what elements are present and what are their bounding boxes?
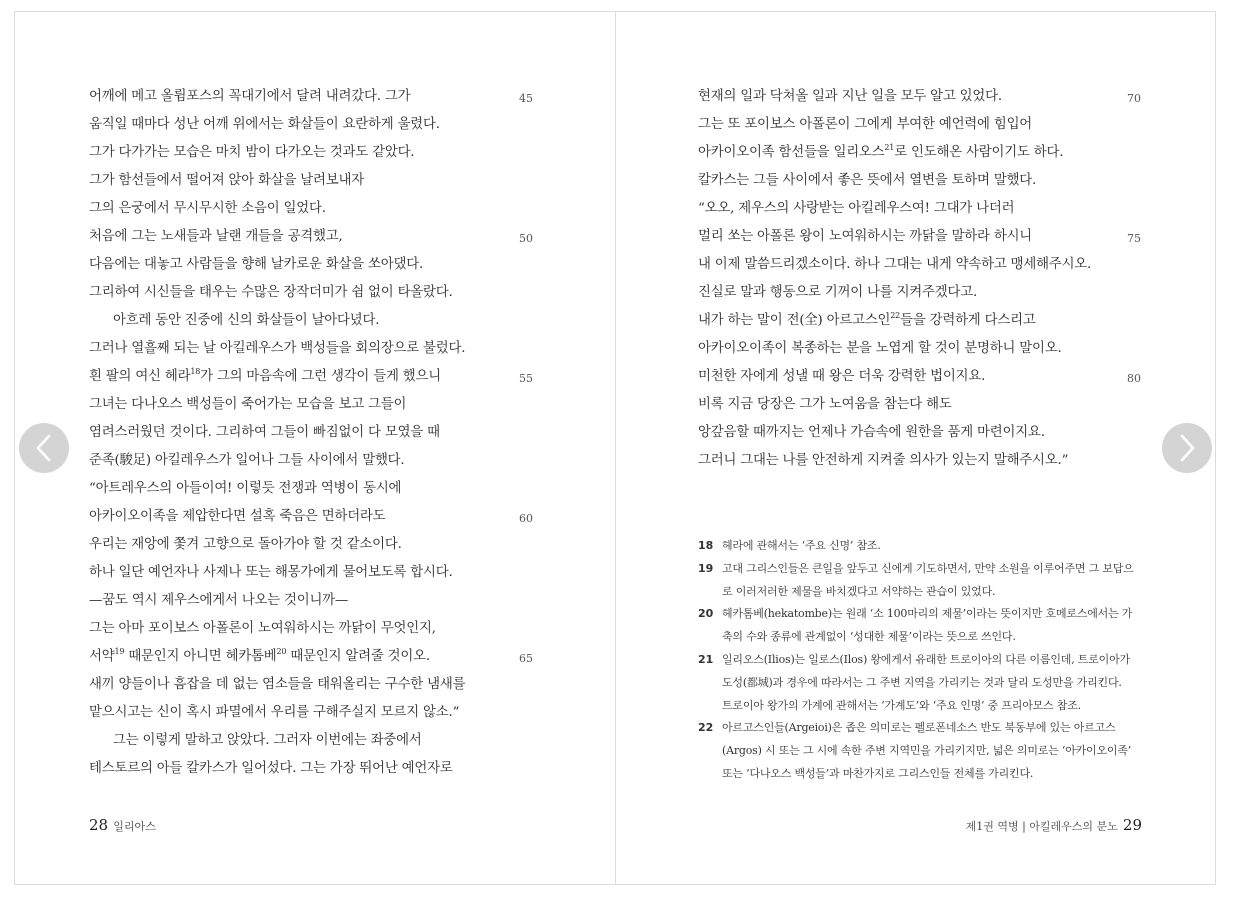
right-folio bbox=[966, 815, 1142, 837]
left-folio bbox=[89, 815, 156, 837]
footnote-text: 트로이아 왕가의 가계에 관해서는 ‘가계도’와 ‘주요 인명’ 중 프리아모스 참조. bbox=[722, 698, 1081, 712]
verse-line: 현재의 일과 닥쳐올 일과 지난 일을 모두 알고 있었다. bbox=[698, 89, 1002, 104]
verse-line: 염려스러웠던 것이다. 그리하여 그들이 빠짐없이 다 모였을 때 bbox=[89, 425, 440, 440]
verse-line: 멀리 쏘는 아폴론 왕이 노여워하시는 까닭을 말하라 하시니 bbox=[698, 229, 1033, 244]
footnote-text: 축의 수와 종류에 관계없이 ‘성대한 제물’이라는 뜻으로 쓰인다. bbox=[722, 630, 1016, 644]
footnote-text: 헤라에 관해서는 ‘주요 신명’ 참조. bbox=[722, 539, 881, 552]
verse-line: 어깨에 메고 올륌포스의 꼭대기에서 달려 내려갔다. 그가 bbox=[89, 89, 411, 104]
verse-line: 준족(駿足) 아킬레우스가 일어나 그들 사이에서 말했다. bbox=[89, 453, 405, 468]
verse-line: 흰 팔의 여신 헤라$^{18}$가 그의 마음속에 그런 생각이 들게 했으니 bbox=[89, 367, 441, 384]
verse-line: 그녀는 다나오스 백성들이 죽어가는 모습을 보고 그들이 bbox=[89, 397, 407, 412]
footnote-number: 20 bbox=[698, 607, 714, 621]
footnote-number: 18 bbox=[698, 539, 714, 552]
verse-line: 비록 지금 당장은 그가 노여움을 참는다 해도 bbox=[698, 397, 952, 412]
verse-line: “아트레우스의 아들이여! 이렇듯 전쟁과 역병이 동시에 bbox=[89, 481, 402, 496]
right-page-number: 29 bbox=[1122, 816, 1142, 834]
footnote-text: 도성(都城)과 경우에 따라서는 그 주변 지역을 가리키는 것과 달리 도성만을 가리킨다. bbox=[722, 675, 1122, 689]
verse-line: 다음에는 대놓고 사람들을 향해 날카로운 화살을 쏘아댔다. bbox=[89, 257, 424, 272]
line-number: 50 bbox=[519, 232, 533, 245]
line-number: 80 bbox=[1127, 372, 1141, 385]
verse-line: 아카이오이족을 제압한다면 설혹 죽음은 면하더라도 bbox=[89, 509, 386, 524]
next-page-button[interactable] bbox=[1162, 423, 1212, 473]
verse-line: 그가 다가가는 모습은 마치 밤이 다가오는 것과도 같았다. bbox=[89, 145, 415, 160]
verse-line: 하나 일단 예언자나 사제나 또는 해몽가에게 물어보도록 합시다. bbox=[89, 565, 453, 580]
footnote-text: 또는 ‘다나오스 백성들’과 마찬가지로 그리스인들 전체를 가리킨다. bbox=[722, 767, 1034, 780]
chevron-left-icon bbox=[33, 434, 55, 462]
line-number: 45 bbox=[519, 92, 533, 105]
verse-line: 움직일 때마다 성난 어깨 위에서는 화살들이 요란하게 울렸다. bbox=[89, 117, 440, 132]
verse-line: 그러나 열흘째 되는 날 아킬레우스가 백성들을 회의장으로 불렀다. bbox=[89, 341, 466, 356]
verse-line: 내가 하는 말이 전(全) 아르고스인$^{22}$들을 강력하게 다스리고 bbox=[698, 311, 1036, 328]
left-page-number: 28 bbox=[89, 816, 109, 834]
footnote-number: 22 bbox=[698, 721, 714, 735]
right-running-head: 제1권 역병 | 아킬레우스의 분노 bbox=[965, 820, 1118, 833]
verse-line: 처음에 그는 노새들과 날랜 개들을 공격했고, bbox=[89, 229, 343, 244]
footnote-text: 로 이러저러한 제물을 바치겠다고 서약하는 관습이 있었다. bbox=[722, 584, 996, 598]
footnote-number: 19 bbox=[698, 561, 714, 575]
verse-line: 내 이제 말씀드리겠소이다. 하나 그대는 내게 약속하고 맹세해주시오. bbox=[698, 257, 1092, 272]
chevron-right-icon bbox=[1176, 434, 1198, 462]
verse-line: 미천한 자에게 성낼 때 왕은 더욱 강력한 법이지요. bbox=[698, 369, 986, 384]
line-number: 60 bbox=[519, 512, 533, 525]
footnote-number: 21 bbox=[698, 653, 714, 666]
footnote-text: 아르고스인들(Argeioi)은 좁은 의미로는 펠로폰네소스 반도 북동부에 있는 아르고스 bbox=[722, 721, 1116, 735]
verse-line: 그는 이렇게 말하고 앉았다. 그러자 이번에는 좌중에서 bbox=[113, 733, 422, 748]
verse-line: 칼카스는 그들 사이에서 좋은 뜻에서 열변을 토하며 말했다. bbox=[698, 173, 1037, 188]
footnote-text: (Argos) 시 또는 그 시에 속한 주변 지역민을 가리키지만, 넓은 의미로는 ‘아카이오이족’ bbox=[722, 744, 1132, 758]
verse-line: 그가 함선들에서 떨어져 앉아 화살을 날려보내자 bbox=[89, 173, 364, 188]
verse-line: 아카이오이족 함선들을 일리오스$^{21}$로 인도해온 사람이기도 하다. bbox=[698, 143, 1064, 160]
verse-line: —꿈도 역시 제우스에게서 나오는 것이니까— bbox=[89, 593, 349, 608]
verse-line: 서약$^{19}$ 때문인지 아니면 헤카톰베$^{20}$ 때문인지 알려줄 것이오. bbox=[89, 647, 430, 664]
verse-line: “오오, 제우스의 사랑받는 아킬레우스여! 그대가 나더러 bbox=[698, 201, 1015, 216]
verse-line: 그는 아마 포이보스 아폴론이 노여워하시는 까닭이 무엇인지, bbox=[89, 621, 436, 636]
verse-line: 새끼 양들이나 흠잡을 데 없는 염소들을 태워올리는 구수한 냄새를 bbox=[89, 677, 466, 692]
line-number: 65 bbox=[519, 652, 533, 665]
prev-page-button[interactable] bbox=[19, 423, 69, 473]
verse-line: 앙갚음할 때까지는 언제나 가슴속에 원한을 품게 마련이지요. bbox=[698, 425, 1045, 440]
verse-line: 우리는 재앙에 쫓겨 고향으로 돌아가야 할 것 같소이다. bbox=[89, 537, 402, 552]
verse-line: 그러니 그대는 나를 안전하게 지켜줄 의사가 있는지 말해주시오.” bbox=[698, 453, 1069, 468]
line-number: 70 bbox=[1127, 92, 1141, 105]
verse-line: 맡으시고는 신이 혹시 파멸에서 우리를 구해주실지 모르지 않소.” bbox=[89, 705, 460, 720]
footnote-text: 일리오스(Ilios)는 일로스(Ilos) 왕에게서 유래한 트로이아의 다른 이름인데, 트로이아가 bbox=[722, 653, 1130, 666]
verse-line: 그의 은궁에서 무시무시한 소음이 일었다. bbox=[89, 201, 326, 216]
line-number: 55 bbox=[519, 372, 533, 385]
verse-line: 아흐레 동안 진중에 신의 화살들이 날아다녔다. bbox=[113, 313, 380, 328]
verse-line: 진실로 말과 행동으로 기꺼이 나를 지켜주겠다고. bbox=[698, 285, 978, 300]
left-running-head: 일리아스 bbox=[113, 820, 156, 833]
verse-line: 아카이오이족이 복종하는 분을 노엽게 할 것이 분명하니 말이오. bbox=[698, 341, 1062, 356]
verse-line: 테스토르의 아들 칼카스가 일어섰다. 그는 가장 뛰어난 예언자로 bbox=[89, 761, 453, 776]
line-number: 75 bbox=[1127, 232, 1141, 245]
verse-line: 그는 또 포이보스 아폴론이 그에게 부여한 예언력에 힘입어 bbox=[698, 117, 1033, 132]
verse-line: 그리하여 시신들을 태우는 수많은 장작더미가 쉼 없이 타올랐다. bbox=[89, 285, 453, 300]
footnote-text: 고대 그리스인들은 큰일을 앞두고 신에게 기도하면서, 만약 소원을 이루어주면 그 보답으 bbox=[722, 561, 1134, 575]
footnote-text: 헤카톰베(hekatombe)는 원래 ‘소 100마리의 제물’이라는 뜻이지만 호메로스에서는 가 bbox=[722, 607, 1133, 621]
